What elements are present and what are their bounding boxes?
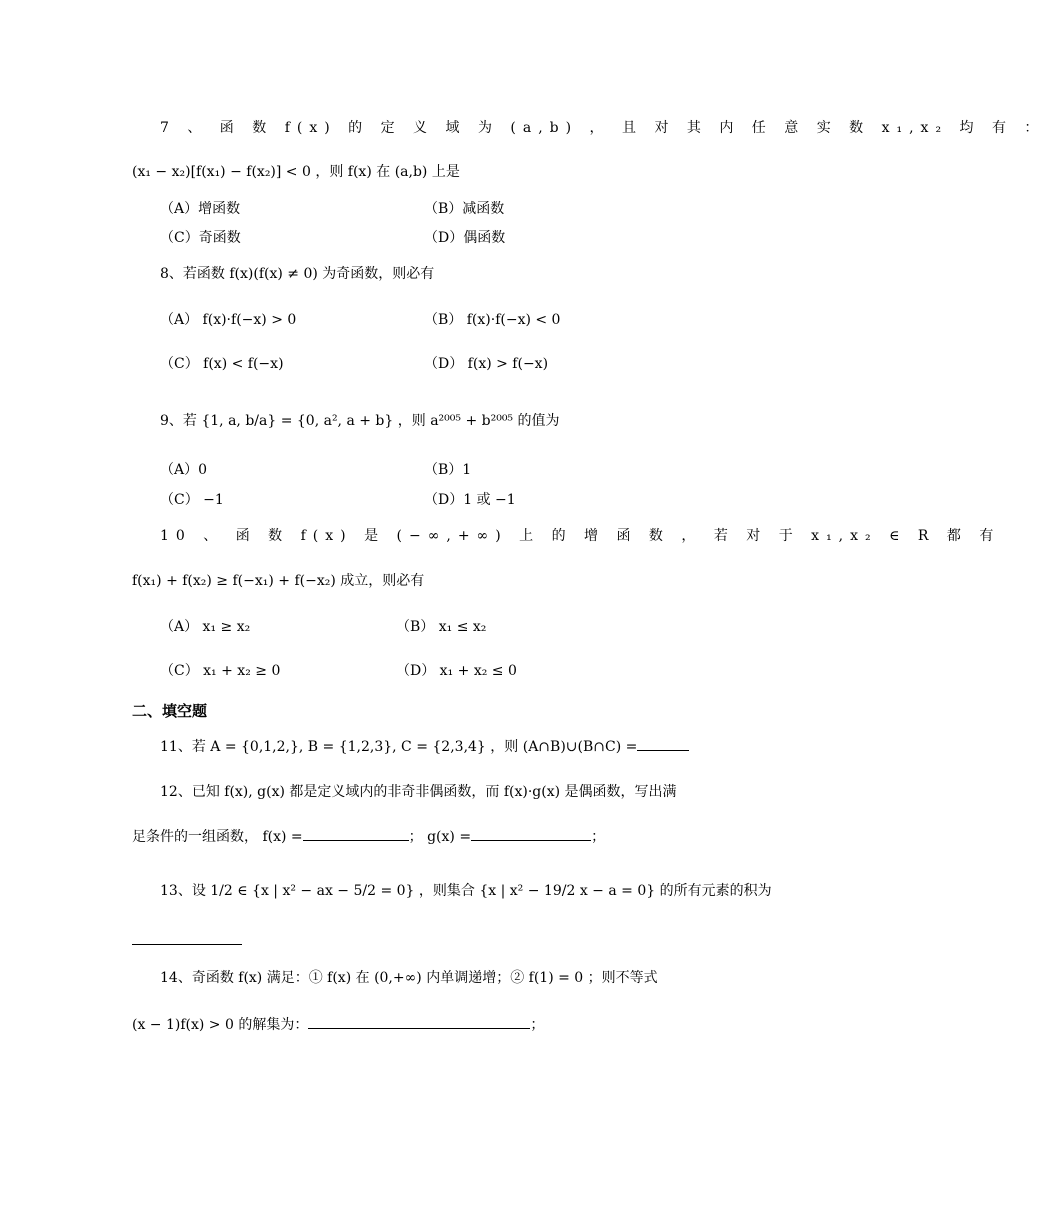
q7-stem-line2: (x₁ − x₂)[f(x₁) − f(x₂)] < 0 ，则 f(x) 在 (a,b) 上是 — [132, 164, 460, 180]
q9-stem: 9、若 {1, a, b/a} = {0, a², a + b} ，则 a²⁰⁰⁵ + b²⁰⁰⁵ 的值为 — [160, 413, 560, 429]
q10-option-c: （C） x₁ + x₂ ≥ 0 — [160, 663, 281, 679]
q10-stem-line2: f(x₁) + f(x₂) ≥ f(−x₁) + f(−x₂) 成立，则必有 — [132, 573, 425, 589]
q10-stem-line1: 10 、 函 数 f(x) 是 (−∞,+∞) 上 的 增 函 数 ， 若 对 于 x₁,x₂ ∈ R 都 有 — [160, 528, 1001, 544]
q13-stem: 13、设 1/2 ∈ {x | x² − ax − 5/2 = 0} ，则集合 {x | x² − 19/2 x − a = 0} 的所有元素的积为 — [160, 883, 772, 899]
q9-option-c: （C） −1 — [160, 492, 224, 508]
q8-option-b: （B） f(x)·f(−x) < 0 — [424, 312, 561, 328]
q12-blank-g — [471, 826, 591, 841]
q10-option-d: （D） x₁ + x₂ ≤ 0 — [396, 663, 517, 679]
q8-stem: 8、若函数 f(x)(f(x) ≠ 0) 为奇函数，则必有 — [160, 266, 435, 282]
q8-option-a: （A） f(x)·f(−x) > 0 — [160, 312, 297, 328]
q12-stem-line2 — [132, 826, 605, 847]
q7-stem-line1: 7 、 函 数 f(x) 的 定 义 域 为 (a,b) ， 且 对 其 内 任 意 实 数 x₁,x₂ 均 有 ： — [160, 120, 1045, 136]
q14-stem-line1: 14、奇函数 f(x) 满足：① f(x) 在 (0,+∞) 内单调递增；② f(1) = 0 ；则不等式 — [160, 970, 658, 986]
q10-option-b: （B） x₁ ≤ x₂ — [396, 619, 487, 635]
q7-option-a: （A）增函数 — [160, 201, 241, 217]
q12-text-b: ； g(x) = — [408, 829, 472, 845]
q8-option-d: （D） f(x) > f(−x) — [424, 356, 549, 372]
q9-option-a: （A）0 — [160, 462, 208, 478]
q9-option-d: （D）1 或 −1 — [424, 492, 516, 508]
q7-option-d: （D）偶函数 — [424, 230, 506, 246]
q9-option-b: （B）1 — [424, 462, 472, 478]
q11-stem: 11、若 A = {0,1,2,}, B = {1,2,3}, C = {2,3,4} ，则 (A∩B)∪(B∩C) = — [160, 739, 638, 755]
q11 — [160, 736, 689, 757]
q12-blank-f — [303, 826, 409, 841]
q13-answer-blank — [132, 944, 242, 945]
q14-stem-line2 — [132, 1014, 544, 1035]
q7-option-b: （B）减函数 — [424, 201, 505, 217]
q14-text-b: ； — [530, 1017, 545, 1033]
q8-option-c: （C） f(x) < f(−x) — [160, 356, 284, 372]
q14-text-a: (x − 1)f(x) > 0 的解集为： — [132, 1017, 309, 1033]
q12-text-c: ； — [591, 829, 606, 845]
q11-answer-blank — [637, 736, 689, 751]
section-title: 二、填空题 — [132, 702, 208, 720]
q7-option-c: （C）奇函数 — [160, 230, 241, 246]
q10-option-a: （A） x₁ ≥ x₂ — [160, 619, 251, 635]
q12-text-a: 足条件的一组函数， f(x) = — [132, 829, 303, 845]
q14-answer-blank — [308, 1014, 530, 1029]
q12-stem-line1: 12、已知 f(x), g(x) 都是定义域内的非奇非偶函数，而 f(x)·g(x) 是偶函数，写出满 — [160, 784, 677, 800]
